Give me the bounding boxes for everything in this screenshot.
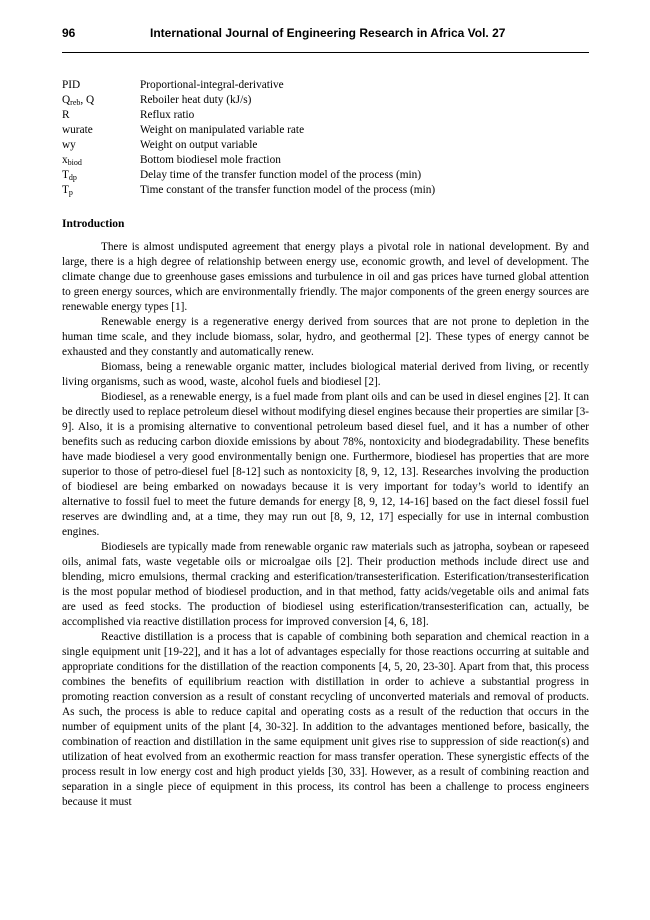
nomenclature-definition: Reboiler heat duty (kJ/s) [140,94,252,106]
paragraph: Biodiesel, as a renewable energy, is a fuel made from plant oils and can be used in diesel engines [2]. It can be directly used to replace petroleum diesel without modifying diesel engines because their properties are similar [3-9]. Also, it is a promising alternative to conventional petroleum based diesel fuel, and it has a number of other benefits such as reducing carbon dioxide emissions by about 78%, nontoxicity and biodegradability. These benefits have made biodiesel a very good environmentally benign one. Furthermore, biodiesel has properties that are more superior to those of petro-diesel fuel [8-12] such as nontoxicity [8, 9, 12, 13]. Researches involving the production of biodiesel are being embarked on nowadays because it is very important for today’s world to identify an alternative to fossil fuel to meet the future demands for energy [8, 9, 12, 14-16] based on the fact diesel fossil fuel reserves are dwindling and, at a time, they may run out [8, 9, 12, 17] especially for use in internal combustion engines. [62,391,590,538]
nomenclature-row [62,93,589,108]
paragraph: Renewable energy is a regenerative energy derived from sources that are not prone to depletion in the human time scale, and they include biomass, solar, hydro, and geothermal [2]. These types of energy cannot be exhausted and they constantly and automatically renew. [62,316,589,358]
nomenclature-row [62,123,589,138]
paragraph: Reactive distillation is a process that is capable of combining both separation and chemical reaction in a single equipment unit [19-22], and it has a lot of advantages especially for those reactions occurring at suitable and appropriate conditions for the distillation of the reaction components [4, 5, 20, 23-30]. Apart from that, this process combines the benefits of equilibrium reaction with distillation in order to achieve a substantial progress in promoting reaction conversion as a result of constant recycling of unconverted materials and removal of products. As such, the process is able to reduce capital and operating costs as a result of the reduction that occurs in the number of equipment units of the plant [4, 30-32]. In addition to the advantages mentioned before, basically, the combination of reaction and distillation in the same equipment unit gives rise to suppression of side reaction(s) and utilization of heat evolved from an exothermic reaction for mass transfer operation. These synergistic effects of the process result in low energy cost and high product yields [30, 33]. However, as a result of combining reaction and separation in a single piece of equipment in this process, its control has been a challenge to process engineers because it must [62,631,589,808]
nomenclature-definition: Weight on output variable [140,139,258,151]
paragraph: Biomass, being a renewable organic matter, includes biological material derived from living, or recently living organisms, such as wood, waste, alcohol fuels and biodiesel [2]. [62,361,589,388]
page-number: 96 [62,26,76,40]
journal-title: International Journal of Engineering Research in Africa Vol. 27 [150,26,506,40]
nomenclature-definition: Bottom biodiesel mole fraction [140,154,281,166]
nomenclature-definition: Proportional-integral-derivative [140,79,284,91]
nomenclature-row [62,183,589,198]
nomenclature-symbol: $x_{biod}$ [62,154,82,167]
nomenclature-row [62,108,589,123]
nomenclature-symbol: $T_p$ [62,184,73,197]
nomenclature-definition: Time constant of the transfer function model of the process (min) [140,184,436,196]
nomenclature-definition: Reflux ratio [140,109,195,121]
nomenclature-symbol: R [62,109,70,121]
nomenclature-row [62,153,589,168]
nomenclature-symbol: wurate [62,124,93,136]
nomenclature-definition: Weight on manipulated variable rate [140,124,305,136]
nomenclature-row [62,138,589,153]
paragraph: There is almost undisputed agreement that energy plays a pivotal role in national development. By and large, there is a high degree of relationship between energy use, economic growth, and level of development. The climate change due to greenhouse gases emissions and turbulence in oil and gas prices have turned global attention to green energy sources, which are environmentally friendly. The major components of the green energy sources are renewable energy types [1]. [62,241,589,313]
nomenclature-row [62,168,589,183]
nomenclature-list [62,78,589,198]
running-header [62,26,589,53]
nomenclature-symbol: PID [62,79,81,91]
paragraph: Biodiesels are typically made from renewable organic raw materials such as jatropha, soybean or rapeseed oils, animal fats, waste vegetable oils or microalgae oils [2]. Their production methods include direct use and blending, micro emulsions, thermal cracking and esterification/transesterification. Esterification/transesterification is the most popular method of biodiesel production, and in that method, fatty acids/vegetable oils and animal fats are used as feed stocks. The production of biodiesel using esterification/transesterification can, actually, be accomplished via reactive distillation process for improved conversion [4, 6, 18]. [62,541,589,628]
section-heading-introduction: Introduction [62,218,125,230]
nomenclature-definition: Delay time of the transfer function model of the process (min) [140,169,422,181]
nomenclature-symbol: $T_{dp}$ [62,169,77,182]
introduction-body [62,240,589,810]
nomenclature-symbol: wy [62,139,76,151]
nomenclature-row [62,78,589,93]
nomenclature-symbol: $Q_{reb}$, Q [62,94,95,107]
